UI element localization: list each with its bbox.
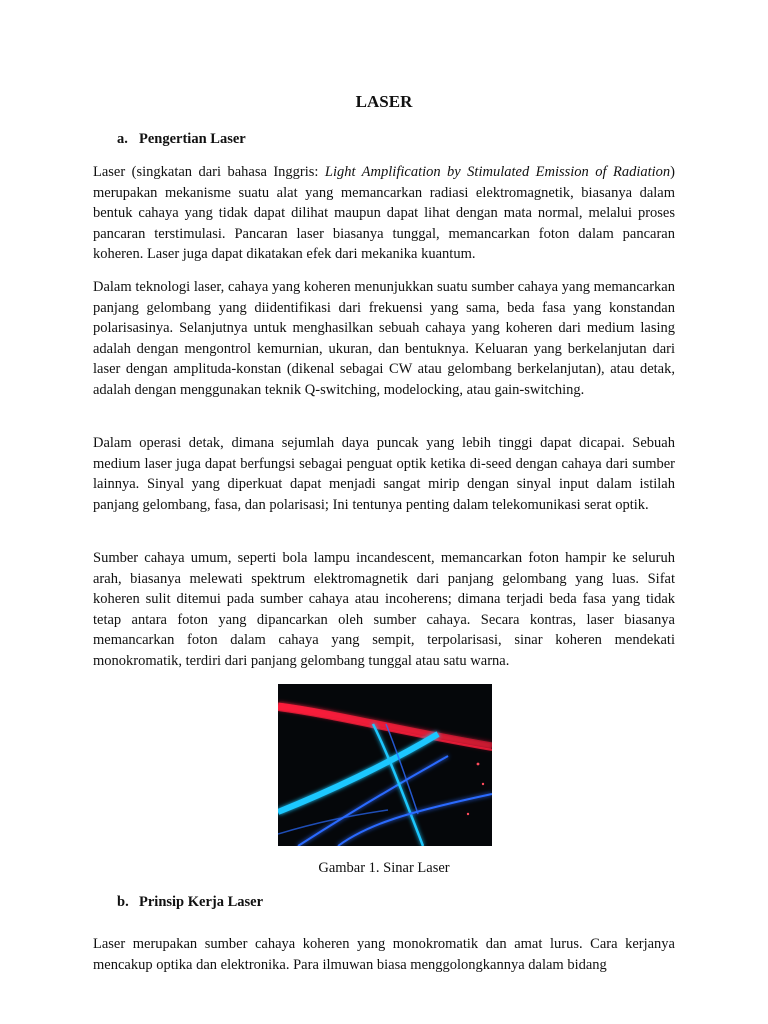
section-number-a: a. — [117, 131, 128, 147]
section-heading-b — [117, 894, 263, 911]
paragraph-1-text-end: ) merupakan mekanisme suatu alat yang memancarkan radiasi elektromagnetik, biasanya dalam bentuk cahaya yang tidak dapat dilihat maupun dapat lihat dengan mata normal, melalui proses pancaran terstimulasi. Pancaran laser biasanya tunggal, memancarkan foton dalam pancaran koheren. Laser juga dapat dikatakan efek dari mekanika kuantum. — [93, 164, 675, 262]
paragraph-1-italic-term: Light Amplification by Stimulated Emission of Radiation — [324, 164, 671, 180]
paragraph-1 — [93, 162, 675, 265]
paragraph-3: Dalam operasi detak, dimana sejumlah daya puncak yang lebih tinggi dapat dicapai. Sebuah medium laser juga dapat berfungsi sebagai penguat optik ketika di-seed dengan cahaya dari sumber lainnya. Sinyal yang diperkuat dapat menjadi sangat mirip dengan sinyal input dalam istilah panjang gelombang, fasa, dan polarisasi; Ini tentunya penting dalam telekomunikasi serat optik. — [93, 435, 675, 513]
paragraph-4: Sumber cahaya umum, seperti bola lampu incandescent, memancarkan foton hampir ke seluruh arah, biasanya melewati spektrum elektromagnetik dari panjang gelombang yang luas. Sifat koheren sulit ditemui pada sumber cahaya atau incoherens; dimana terjadi beda fasa yang tidak tetap antara foton yang dipancarkan oleh sumber cahaya. Secara kontras, laser biasanya memancarkan foton dalam cahaya yang sempit, terpolarisasi, sinar koheren mendekati monokromatik, terdiri dari panjang gelombang tunggal atau satu warna. — [93, 550, 675, 669]
section-heading-a — [117, 131, 246, 148]
laser-beams-image — [278, 684, 492, 846]
figure-caption: Gambar 1. Sinar Laser — [318, 860, 450, 876]
laser-beams-illustration — [278, 684, 492, 846]
paragraph-5: Laser merupakan sumber cahaya koheren yang monokromatik dan amat lurus. Cara kerjanya mencakup optika dan elektronika. Para ilmuwan biasa menggolongkannya dalam bidang — [93, 936, 675, 973]
section-title-b: Prinsip Kerja Laser — [139, 894, 264, 910]
paragraph-2: Dalam teknologi laser, cahaya yang koheren menunjukkan suatu sumber cahaya yang memancarkan panjang gelombang yang diidentifikasi dari frekuensi yang sama, beda fasa yang konstandan polarisasinya. Selanjutnya untuk menghasilkan sebuah cahaya yang koheren dari medium lasing adalah dengan mengontrol kemurnian, ukuran, dan bentuknya. Keluaran yang berkelanjutan dari laser dengan amplituda-konstan (dikenal sebagai CW atau gelombang berkelanjutan), atau detak, adalah dengan menggunakan teknik Q-switching, modelocking, atau gain-switching. — [93, 279, 675, 398]
section-number-b: b. — [117, 894, 129, 910]
document-title: LASER — [355, 92, 413, 111]
section-title-a: Pengertian Laser — [139, 131, 246, 147]
paragraph-1-text-start: Laser (singkatan dari bahasa Inggris: — [93, 164, 325, 180]
